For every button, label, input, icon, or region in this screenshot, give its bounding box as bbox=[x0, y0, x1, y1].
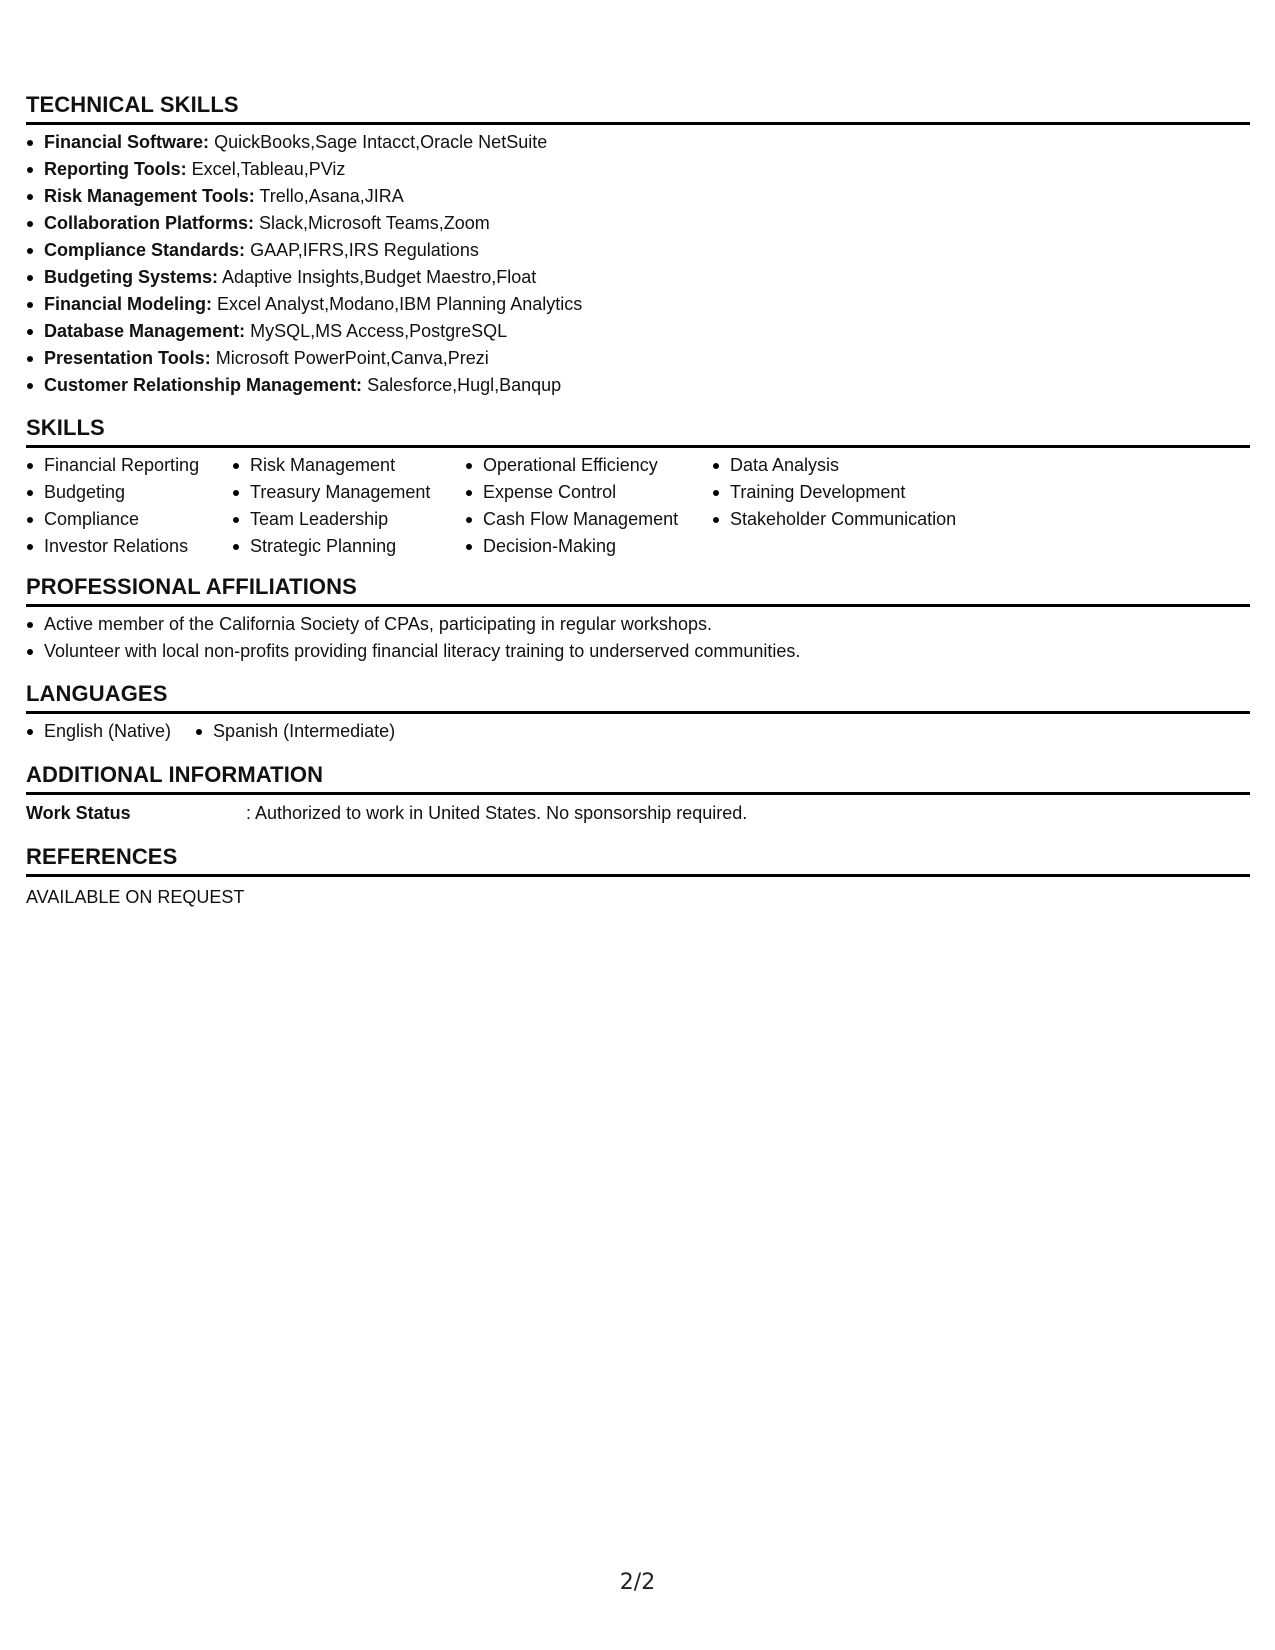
list-item: Budgeting bbox=[26, 479, 232, 506]
skill-value: Microsoft PowerPoint,Canva,Prezi bbox=[215, 348, 489, 368]
list-item: Decision-Making bbox=[465, 533, 712, 560]
technical-skills-heading: TECHNICAL SKILLS bbox=[26, 92, 1250, 125]
list-item bbox=[26, 318, 1250, 345]
technical-skills-section bbox=[26, 92, 1250, 399]
list-item bbox=[26, 210, 1250, 237]
languages-heading: LANGUAGES bbox=[26, 681, 1250, 714]
list-item: Cash Flow Management bbox=[465, 506, 712, 533]
skills-column-3 bbox=[465, 452, 712, 560]
skill-value: QuickBooks,Sage Intacct,Oracle NetSuite bbox=[214, 132, 548, 152]
list-item: Active member of the California Society of CPAs, participating in regular workshops. bbox=[26, 611, 1250, 638]
list-item: Volunteer with local non-profits providing financial literacy training to underserved communities. bbox=[26, 638, 1250, 665]
list-item: Investor Relations bbox=[26, 533, 232, 560]
skills-heading: SKILLS bbox=[26, 415, 1250, 448]
skill-term: Database Management: bbox=[44, 321, 246, 341]
skills-grid bbox=[26, 452, 1250, 560]
work-status-row bbox=[26, 800, 1250, 827]
list-item bbox=[26, 156, 1250, 183]
list-item: Stakeholder Communication bbox=[712, 506, 992, 533]
languages-list bbox=[26, 718, 1250, 745]
skill-term: Financial Software: bbox=[44, 132, 210, 152]
languages-section bbox=[26, 681, 1250, 745]
list-item bbox=[26, 372, 1250, 399]
skills-column-4 bbox=[712, 452, 992, 560]
resume-page bbox=[26, 92, 1250, 911]
skills-column-2 bbox=[232, 452, 465, 560]
technical-skills-list bbox=[26, 129, 1250, 399]
additional-info-section bbox=[26, 762, 1250, 827]
skill-value: Adaptive Insights,Budget Maestro,Float bbox=[222, 267, 537, 287]
list-item bbox=[26, 345, 1250, 372]
affiliations-heading: PROFESSIONAL AFFILIATIONS bbox=[26, 574, 1250, 607]
references-section bbox=[26, 844, 1250, 911]
skill-term: Customer Relationship Management: bbox=[44, 375, 363, 395]
additional-info-heading: ADDITIONAL INFORMATION bbox=[26, 762, 1250, 795]
list-item: Expense Control bbox=[465, 479, 712, 506]
list-item: Operational Efficiency bbox=[465, 452, 712, 479]
list-item bbox=[26, 129, 1250, 156]
references-heading: REFERENCES bbox=[26, 844, 1250, 877]
list-item: Training Development bbox=[712, 479, 992, 506]
skills-column-1 bbox=[26, 452, 232, 560]
skills-section bbox=[26, 415, 1250, 560]
page-number: 2/2 bbox=[619, 1570, 656, 1595]
list-item: Financial Reporting bbox=[26, 452, 232, 479]
list-item: Risk Management bbox=[232, 452, 465, 479]
skill-term: Presentation Tools: bbox=[44, 348, 211, 368]
list-item: Data Analysis bbox=[712, 452, 992, 479]
skill-term: Reporting Tools: bbox=[44, 159, 187, 179]
skill-value: Salesforce,Hugl,Banqup bbox=[367, 375, 562, 395]
skill-term: Collaboration Platforms: bbox=[44, 213, 255, 233]
skill-term: Risk Management Tools: bbox=[44, 186, 255, 206]
skill-term: Budgeting Systems: bbox=[44, 267, 219, 287]
skill-term: Compliance Standards: bbox=[44, 240, 246, 260]
skill-value: Excel,Tableau,PViz bbox=[191, 159, 346, 179]
list-item bbox=[26, 264, 1250, 291]
work-status-value: : Authorized to work in United States. No sponsorship required. bbox=[246, 803, 748, 823]
skill-value: Trello,Asana,JIRA bbox=[259, 186, 404, 206]
list-item: Strategic Planning bbox=[232, 533, 465, 560]
references-text: AVAILABLE ON REQUEST bbox=[26, 887, 245, 907]
list-item: English (Native) bbox=[26, 718, 171, 745]
list-item: Team Leadership bbox=[232, 506, 465, 533]
affiliations-list bbox=[26, 611, 1250, 665]
list-item bbox=[26, 291, 1250, 318]
skill-value: Excel Analyst,Modano,IBM Planning Analytics bbox=[217, 294, 583, 314]
skill-value: Slack,Microsoft Teams,Zoom bbox=[259, 213, 490, 233]
list-item bbox=[26, 183, 1250, 210]
list-item: Treasury Management bbox=[232, 479, 465, 506]
skill-value: MySQL,MS Access,PostgreSQL bbox=[250, 321, 508, 341]
affiliations-section bbox=[26, 574, 1250, 665]
list-item: Compliance bbox=[26, 506, 232, 533]
work-status-label: Work Status bbox=[26, 803, 131, 823]
list-item bbox=[26, 237, 1250, 264]
list-item: Spanish (Intermediate) bbox=[195, 718, 395, 745]
skill-value: GAAP,IFRS,IRS Regulations bbox=[250, 240, 479, 260]
skill-term: Financial Modeling: bbox=[44, 294, 213, 314]
